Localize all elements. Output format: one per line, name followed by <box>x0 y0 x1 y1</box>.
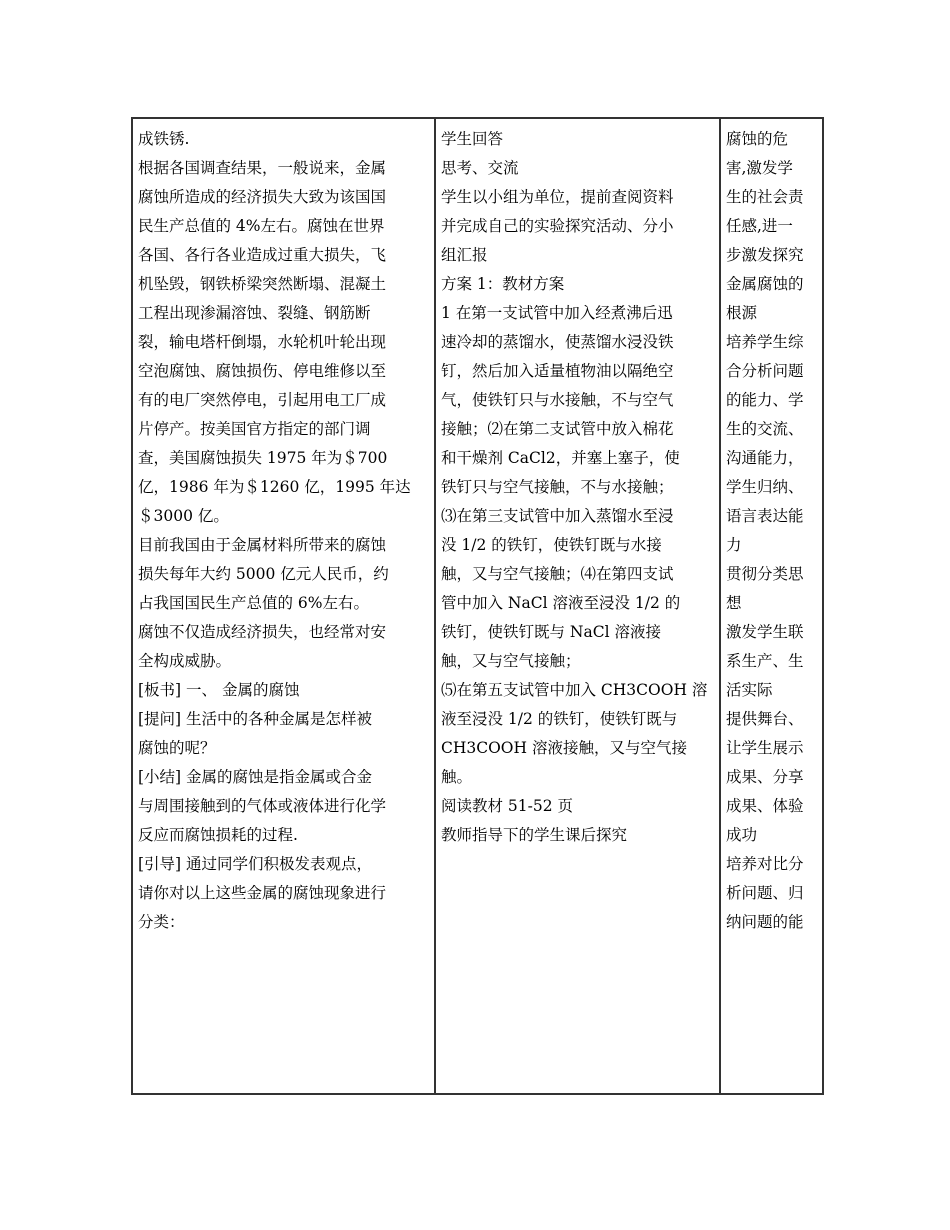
text-line: ⑶在第三支试管中加入蒸馏水至浸 <box>441 507 674 525</box>
text-line: 片停产。按美国官方指定的部门调 <box>138 420 371 438</box>
text-line: ＄3000 亿。 <box>138 507 229 525</box>
text-line: 钉，然后加入适量植物油以隔绝空 <box>441 362 674 380</box>
table-row <box>132 118 823 1094</box>
text-line: 提供舞台、 <box>726 710 804 728</box>
text-line: 裂，输电塔杆倒塌，水轮机叶轮出现 <box>138 333 387 351</box>
text-line: 没 1/2 的铁钉，使铁钉既与水接 <box>441 536 662 554</box>
text-line: 阅读教材 51-52 页 <box>441 797 574 815</box>
text-line: 学生以小组为单位，提前查阅资料 <box>441 188 674 206</box>
text-line: 生的交流、 <box>726 420 804 438</box>
student-activity-cell <box>435 118 720 1094</box>
text-line: 和干燥剂 CaCl2，并塞上塞子，使 <box>441 449 680 467</box>
text-line: 民生产总值的 4%左右。腐蚀在世界 <box>138 217 385 235</box>
text-line: 与周围接触到的气体或液体进行化学 <box>138 797 387 815</box>
text-line: 生的社会责 <box>726 188 804 206</box>
text-line: 语言表达能 <box>726 507 804 525</box>
text-line: 腐蚀不仅造成经济损失，也经常对安 <box>138 623 387 641</box>
text-line: 金属腐蚀的 <box>726 275 804 293</box>
text-line: 腐蚀的呢？ <box>138 739 216 757</box>
text-line: 想 <box>726 594 742 612</box>
text-line: 亿，1986 年为＄1260 亿，1995 年达 <box>138 478 411 496</box>
text-line: 成铁锈. <box>138 130 190 148</box>
text-line: 触，又与空气接触；⑷在第四支试 <box>441 565 674 583</box>
text-line: 任感,进一 <box>726 217 793 235</box>
text-line: 的能力、学 <box>726 391 804 409</box>
text-line: 学生归纳、 <box>726 478 804 496</box>
text-line: 管中加入 NaCl 溶液至浸没 1/2 的 <box>441 594 681 612</box>
text-line: 析问题、归 <box>726 884 804 902</box>
text-line: 查，美国腐蚀损失 1975 年为＄700 <box>138 449 388 467</box>
text-line: 腐蚀所造成的经济损失大致为该国国 <box>138 188 387 206</box>
text-line: 让学生展示 <box>726 739 804 757</box>
text-line: 并完成自己的实验探究活动、分小 <box>441 217 674 235</box>
text-line: 分类： <box>138 913 185 931</box>
text-line: 1 在第一支试管中加入经煮沸后迅 <box>441 304 673 322</box>
text-line: 请你对以上这些金属的腐蚀现象进行 <box>138 884 387 902</box>
text-line: 反应而腐蚀损耗的过程. <box>138 826 298 844</box>
text-line: 组汇报 <box>441 246 488 264</box>
text-line: [板书] 一、 金属的腐蚀 <box>138 681 300 699</box>
text-line: 培养对比分 <box>726 855 804 873</box>
text-line: 有的电厂突然停电，引起用电工厂成 <box>138 391 387 409</box>
text-line: 系生产、生 <box>726 652 804 670</box>
text-line: 根源 <box>726 304 758 322</box>
text-line: 培养学生综 <box>726 333 804 351</box>
text-line: 铁钉只与空气接触，不与水接触； <box>441 478 674 496</box>
text-line: 触。 <box>441 768 473 786</box>
text-line: 速冷却的蒸馏水，使蒸馏水浸没铁 <box>441 333 674 351</box>
text-line: 接触；⑵在第二支试管中放入棉花 <box>441 420 674 438</box>
text-line: 成功 <box>726 826 758 844</box>
text-line: 激发学生联 <box>726 623 804 641</box>
text-line: CH3COOH 溶液接触，又与空气接 <box>441 739 687 757</box>
text-line: 液至浸没 1/2 的铁钉，使铁钉既与 <box>441 710 678 728</box>
text-line: [小结] 金属的腐蚀是指金属或合金 <box>138 768 373 786</box>
text-line: 空泡腐蚀、腐蚀损伤、停电维修以至 <box>138 362 387 380</box>
text-line: 方案 1：教材方案 <box>441 275 565 293</box>
text-line: 活实际 <box>726 681 773 699</box>
text-line: 机坠毁，钢铁桥梁突然断塌、混凝土 <box>138 275 387 293</box>
text-line: [引导] 通过同学们积极发表观点， <box>138 855 373 873</box>
text-line: 沟通能力， <box>726 449 804 467</box>
text-line: 气，使铁钉只与水接触，不与空气 <box>441 391 674 409</box>
lesson-plan-table <box>131 117 824 1095</box>
text-line: 力 <box>726 536 742 554</box>
teacher-activity-cell <box>132 118 435 1094</box>
text-line: 合分析问题 <box>726 362 804 380</box>
text-line: 害,激发学 <box>726 159 793 177</box>
text-line: 成果、体验 <box>726 797 804 815</box>
text-line: [提问] 生活中的各种金属是怎样被 <box>138 710 373 728</box>
text-line: 工程出现渗漏溶蚀、裂缝、钢筋断 <box>138 304 371 322</box>
design-intent-cell <box>720 118 823 1094</box>
text-line: 各国、各行各业造成过重大损失，飞 <box>138 246 387 264</box>
text-line: 成果、分享 <box>726 768 804 786</box>
text-line: 占我国国民生产总值的 6%左右。 <box>138 594 370 612</box>
text-line: 思考、交流 <box>441 159 519 177</box>
text-line: 学生回答 <box>441 130 504 148</box>
text-line: 腐蚀的危 <box>726 130 789 148</box>
text-line: 损失每年大约 5000 亿元人民币，约 <box>138 565 389 583</box>
text-line: ⑸在第五支试管中加入 CH3COOH 溶 <box>441 681 708 699</box>
text-line: 教师指导下的学生课后探究 <box>441 826 628 844</box>
text-line: 目前我国由于金属材料所带来的腐蚀 <box>138 536 387 554</box>
text-line: 全构成威胁。 <box>138 652 232 670</box>
text-line: 贯彻分类思 <box>726 565 804 583</box>
text-line: 铁钉，使铁钉既与 NaCl 溶液接 <box>441 623 661 641</box>
text-line: 触，又与空气接触； <box>441 652 581 670</box>
text-line: 步激发探究 <box>726 246 804 264</box>
text-line: 纳问题的能 <box>726 913 804 931</box>
text-line: 根据各国调查结果，一般说来，金属 <box>138 159 387 177</box>
